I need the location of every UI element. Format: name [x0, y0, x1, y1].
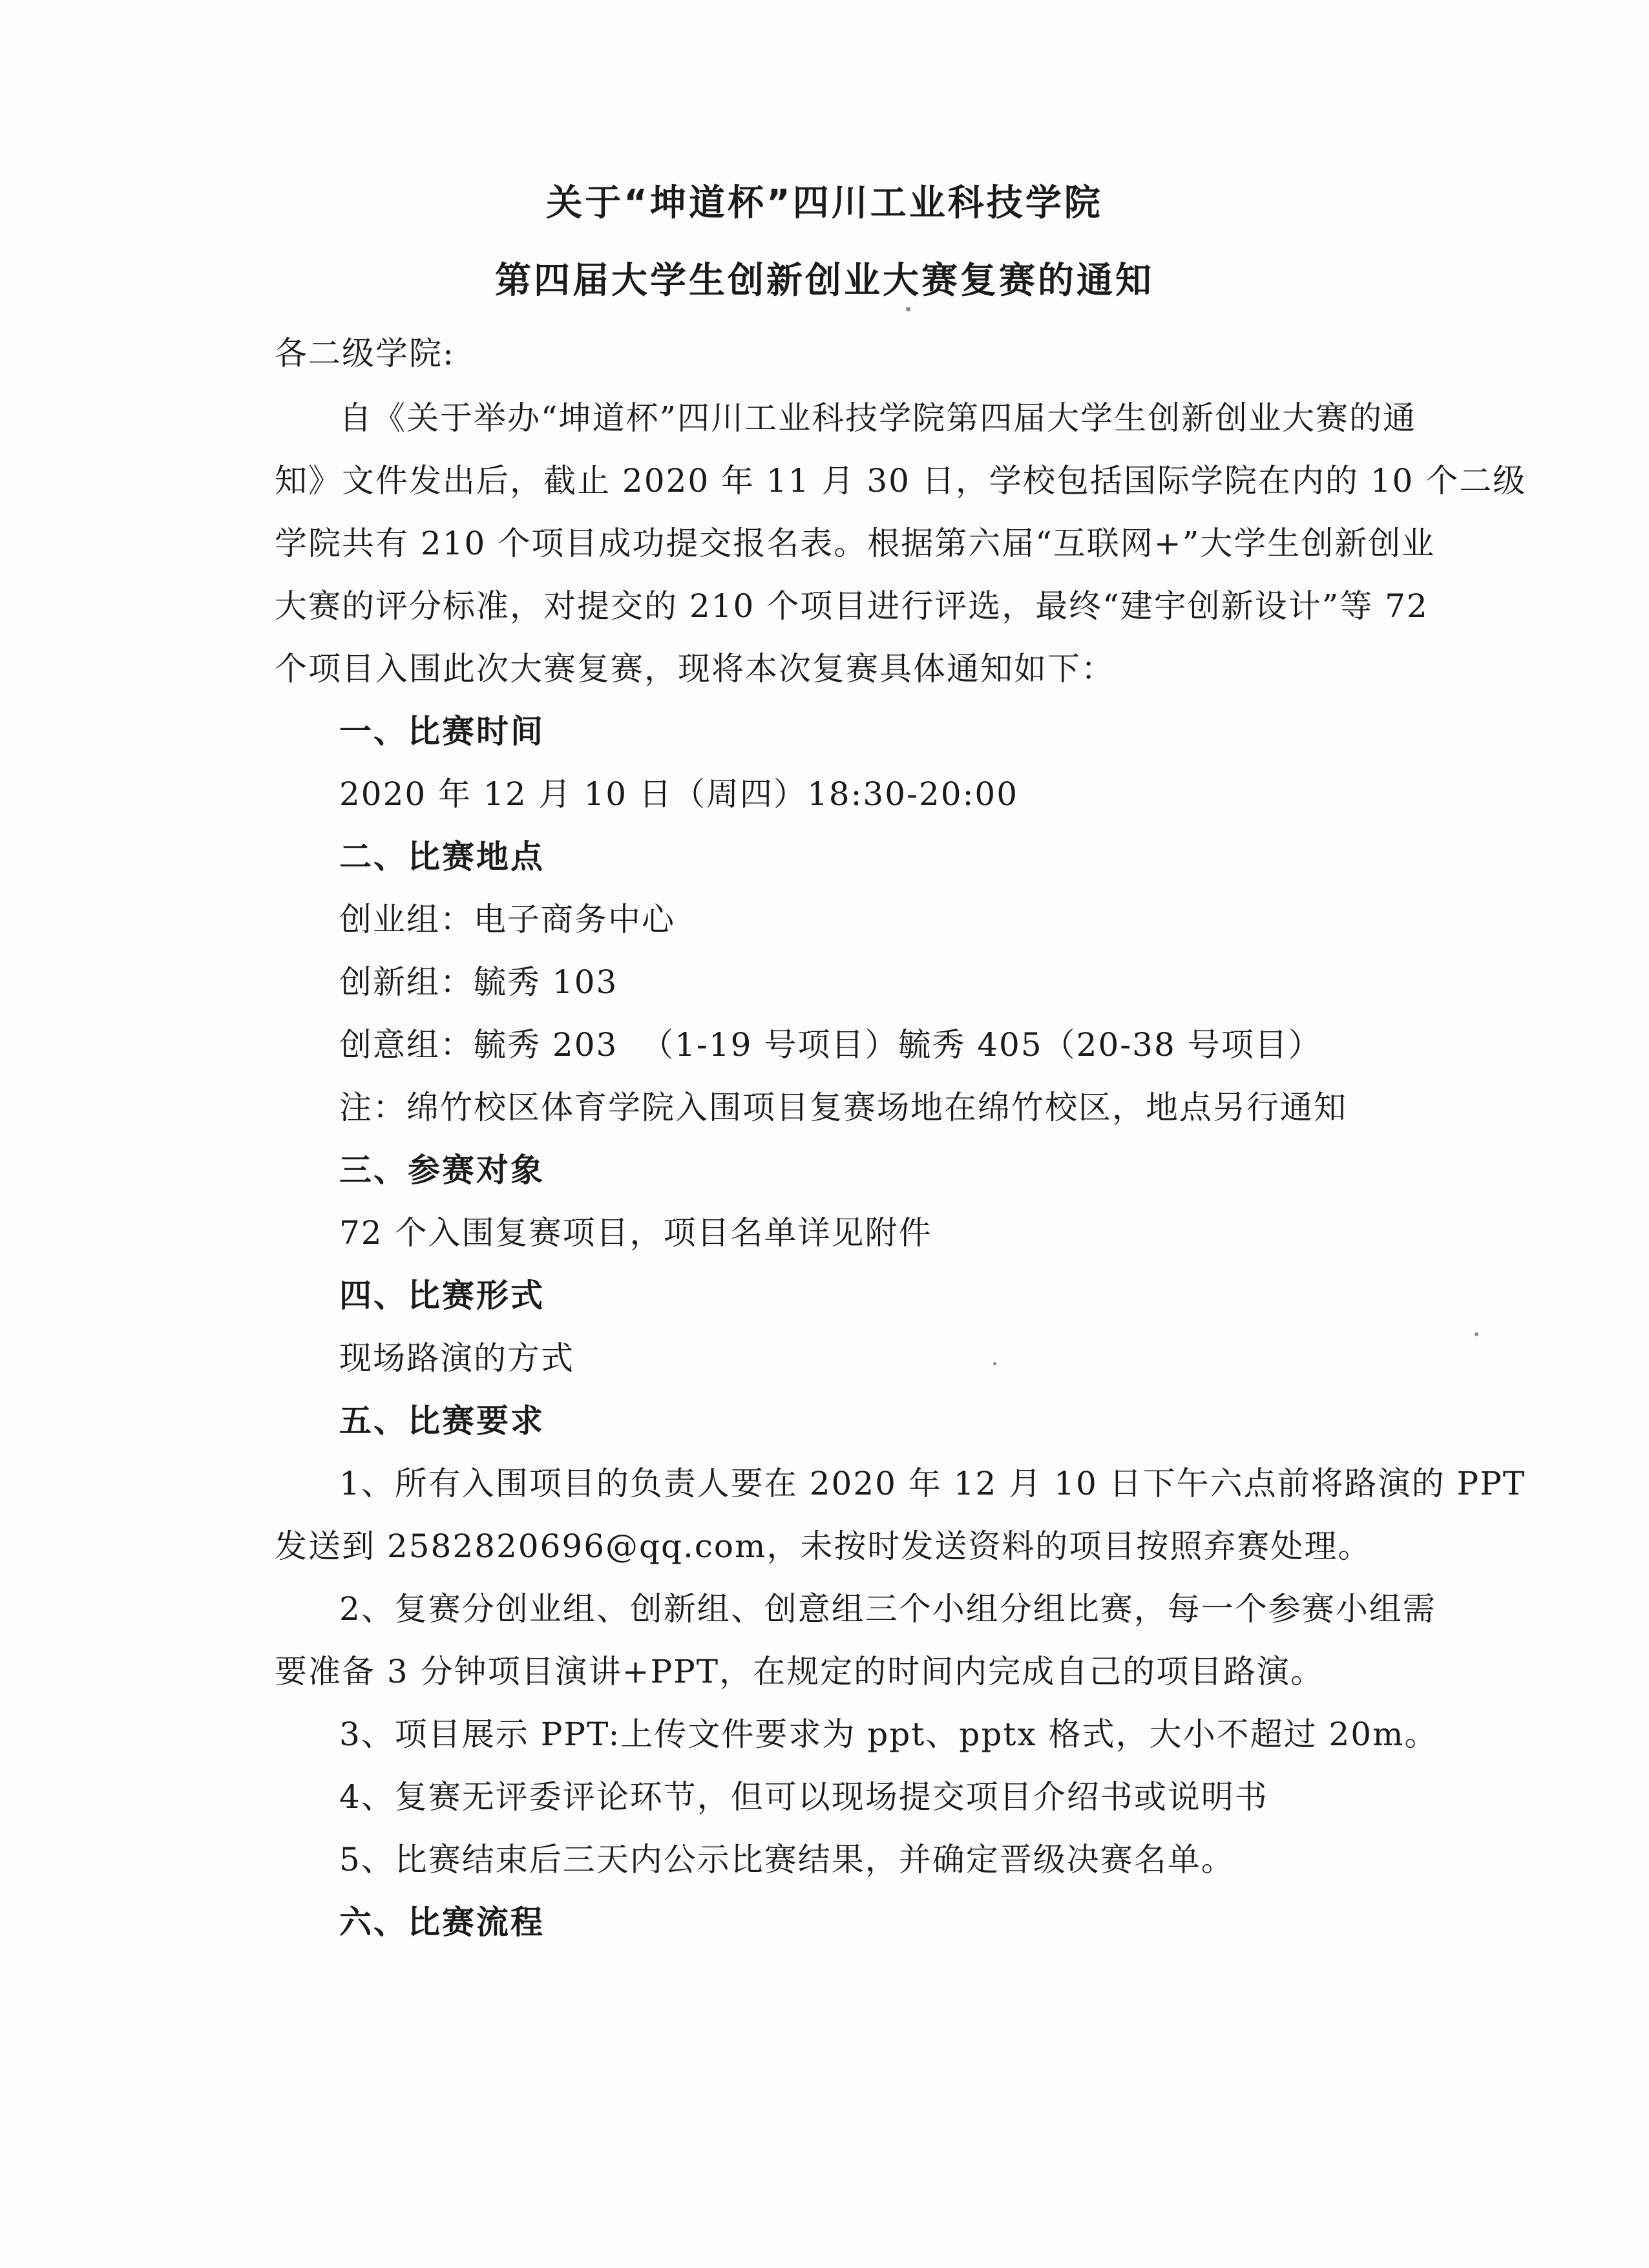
section-heading-venue: 二、比赛地点	[339, 838, 545, 876]
intro-line-4: 大赛的评分标准，对提交的 210 个项目进行评选，最终“建宇创新设计”等 72	[275, 587, 1429, 625]
requirement-4: 4、复赛无评委评论环节，但可以现场提交项目介绍书或说明书	[339, 1778, 1268, 1816]
time-text: 2020 年 12 月 10 日（周四）18:30-20:00	[339, 775, 1019, 813]
scan-speck	[1475, 1332, 1478, 1336]
scan-speck	[906, 307, 910, 311]
intro-line-1: 自《关于举办“坤道杯”四川工业科技学院第四届大学生创新创业大赛的通	[339, 399, 1417, 437]
section-heading-requirements: 五、比赛要求	[339, 1402, 545, 1440]
intro-line-5: 个项目入围此次大赛复赛，现将本次复赛具体通知如下：	[275, 650, 1115, 688]
requirement-2-line-1: 2、复赛分创业组、创新组、创意组三个小组分组比赛，每一个参赛小组需	[339, 1590, 1436, 1628]
requirement-1-line-2: 发送到 2582820696@qq.com，未按时发送资料的项目按照弃赛处理。	[275, 1528, 1372, 1565]
document-title-line-2: 第四届大学生创新创业大赛复赛的通知	[495, 260, 1154, 302]
scan-speck	[993, 1362, 996, 1365]
venue-line-entrepreneurship: 创业组：电子商务中心	[339, 901, 675, 938]
venue-line-creative: 创意组：毓秀 203 （1-19 号项目）毓秀 405（20-38 号项目）	[339, 1026, 1322, 1064]
intro-line-2: 知》文件发出后，截止 2020 年 11 月 30 日，学校包括国际学院在内的 10 个二级	[275, 462, 1527, 499]
section-heading-time: 一、比赛时间	[339, 713, 545, 750]
intro-line-3: 学院共有 210 个项目成功提交报名表。根据第六届“互联网+”大学生创新创业	[275, 525, 1436, 562]
format-text: 现场路演的方式	[339, 1339, 574, 1377]
section-heading-process: 六、比赛流程	[339, 1904, 545, 1941]
document-title-line-1: 关于“坤道杯”四川工业科技学院	[546, 182, 1103, 224]
participants-text: 72 个入围复赛项目，项目名单详见附件	[339, 1214, 932, 1252]
salutation: 各二级学院:	[275, 335, 455, 372]
venue-note: 注：绵竹校区体育学院入围项目复赛场地在绵竹校区，地点另行通知	[339, 1089, 1347, 1126]
requirement-1-line-1: 1、所有入围项目的负责人要在 2020 年 12 月 10 日下午六点前将路演的 PPT	[339, 1465, 1526, 1502]
section-heading-format: 四、比赛形式	[339, 1277, 545, 1314]
requirement-2-line-2: 要准备 3 分钟项目演讲+PPT，在规定的时间内完成自己的项目路演。	[275, 1653, 1325, 1690]
requirement-3: 3、项目展示 PPT:上传文件要求为 ppt、pptx 格式，大小不超过 20m。	[339, 1716, 1438, 1753]
venue-line-innovation: 创新组：毓秀 103	[339, 963, 618, 1001]
section-heading-participants: 三、参赛对象	[339, 1151, 545, 1189]
requirement-5: 5、比赛结束后三天内公示比赛结果，并确定晋级决赛名单。	[339, 1841, 1235, 1878]
